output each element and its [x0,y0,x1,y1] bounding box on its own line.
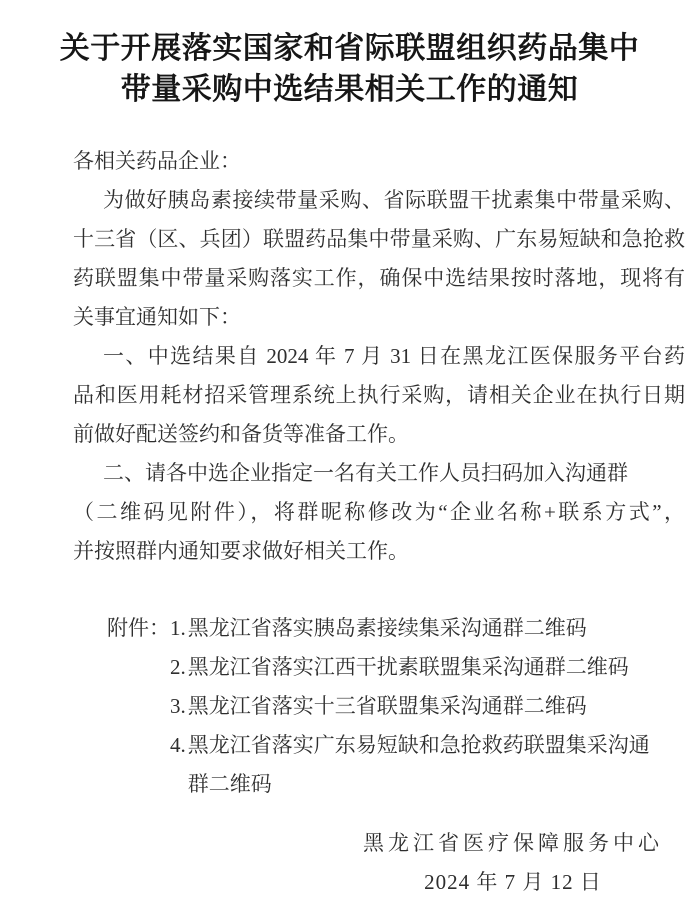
signature-date: 2024 年 7 月 12 日 [424,870,602,894]
attachment-item-2 [170,648,660,687]
attachment-item-4-number: 4. [170,733,186,757]
document-body [0,142,699,902]
attachments-label: 附件： [107,616,170,640]
paragraph-1-line-1: 为做好胰岛素接续带量采购、省际联盟干扰素集中带量采购、 [103,188,685,212]
document-title-line-2: 带量采购中选结果相关工作的通知 [120,73,579,106]
document-title [0,28,699,110]
attachment-item-4-text: 黑龙江省落实广东易短缺和急抢救药联盟集采沟通群二维码 [187,733,650,796]
attachment-item-3-text: 黑龙江省落实十三省联盟集采沟通群二维码 [187,694,587,718]
paragraph-2-line-3: 前做好配送签约和备货等准备工作。 [73,422,409,446]
paragraph-2 [73,337,685,454]
paragraph-1 [73,181,685,337]
attachment-item-1-text: 黑龙江省落实胰岛素接续集采沟通群二维码 [187,616,587,640]
paragraph-3 [73,454,685,571]
document-title-line-1: 关于开展落实国家和省际联盟组织药品集中 [59,32,640,65]
signature-organization: 黑龙江省医疗保障服务中心 [363,831,663,855]
attachment-item-1-number: 1. [170,616,186,640]
signature-block [363,824,663,902]
paragraph-2-line-2: 品和医用耗材招采管理系统上执行采购，请相关企业在执行日期 [73,383,685,407]
paragraph-3-line-3: 并按照群内通知要求做好相关工作。 [73,539,409,563]
attachment-item-4 [170,726,660,804]
attachment-item-3-number: 3. [170,694,186,718]
attachment-item-3 [170,687,660,726]
signature-area [73,824,685,902]
attachments-list [170,609,660,804]
paragraph-3-line-1: 二、请各中选企业指定一名有关工作人员扫码加入沟通群 [103,461,628,485]
attachment-item-1 [170,609,660,648]
attachments-section [73,609,685,804]
paragraph-3-line-2: （二维码见附件），将群昵称修改为“企业名称+联系方式”， [73,500,685,524]
paragraph-1-line-4: 关事宜通知如下： [73,305,241,329]
paragraph-1-line-2: 十三省（区、兵团）联盟药品集中带量采购、广东易短缺和急抢救 [73,227,685,251]
attachment-item-2-text: 黑龙江省落实江西干扰素联盟集采沟通群二维码 [187,655,629,679]
salutation: 各相关药品企业： [73,149,241,173]
attachment-item-2-number: 2. [170,655,186,679]
paragraph-2-line-1: 一、中选结果自 2024 年 7 月 31 日在黑龙江医保服务平台药 [103,344,685,368]
paragraph-1-line-3: 药联盟集中带量采购落实工作，确保中选结果按时落地，现将有 [73,266,685,290]
